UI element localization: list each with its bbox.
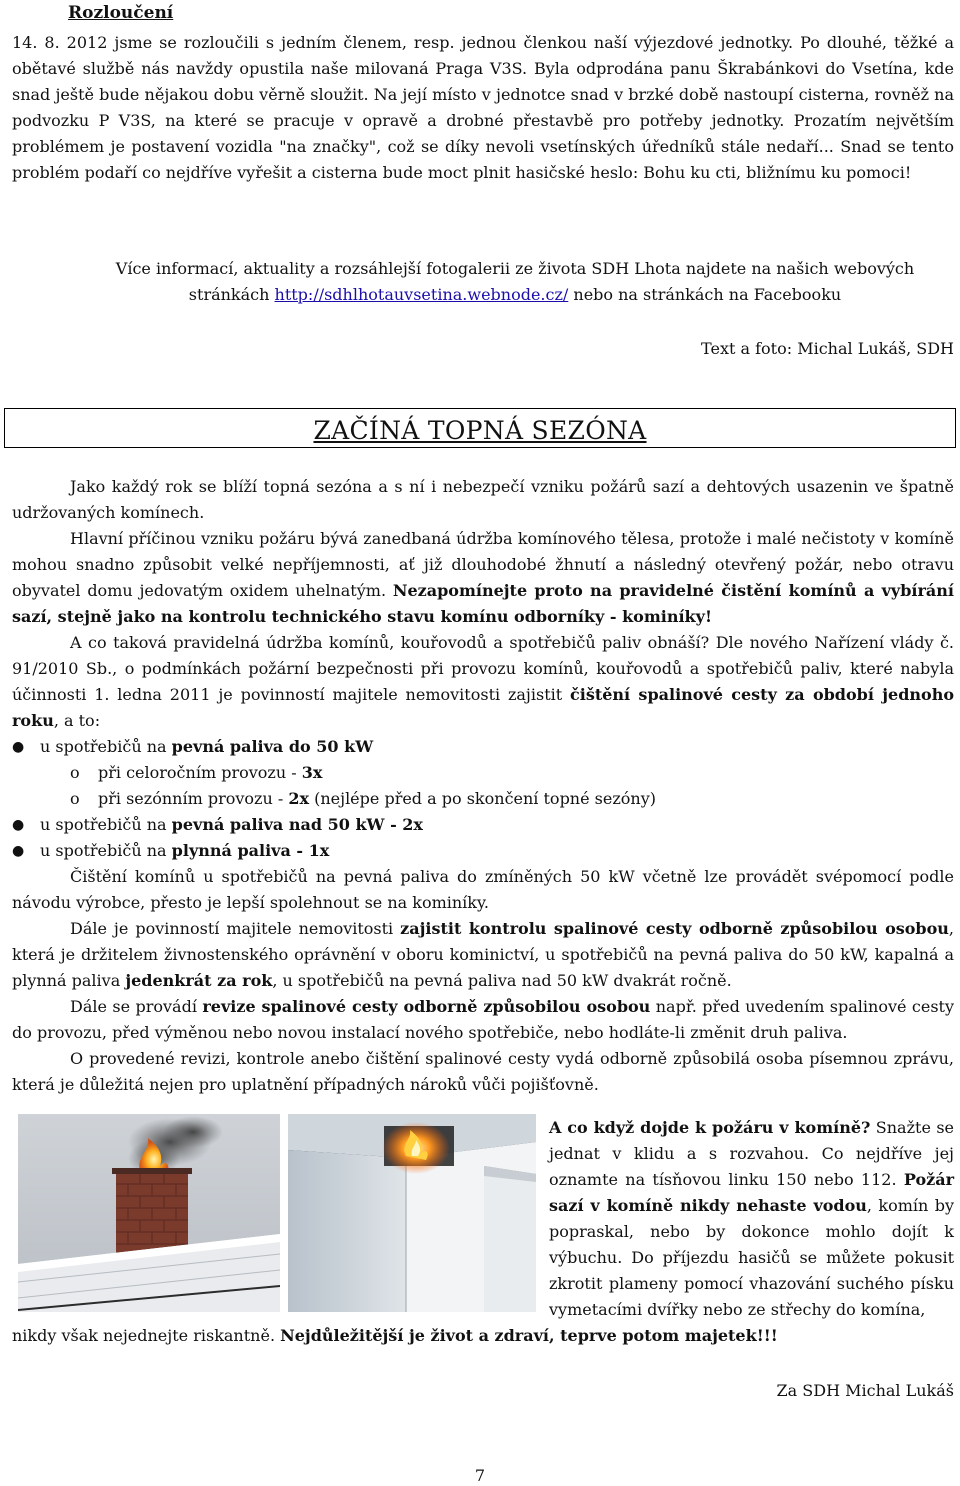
sub-list-item bbox=[12, 760, 954, 786]
signature: Za SDH Michal Lukáš bbox=[776, 1381, 954, 1400]
text-regulation-end: , a to: bbox=[53, 711, 101, 730]
list-text: u spotřebičů na bbox=[40, 841, 172, 860]
sub-list-text-bold: 2x bbox=[288, 789, 309, 808]
text-life-first: Nejdůležitější je život a zdraví, teprve potom majetek!!! bbox=[280, 1326, 778, 1345]
info-text: Více informací, aktuality a rozsáhlejší fotogalerii ze života SDH Lhota najdete na našich webových stránkách bbox=[115, 259, 915, 304]
page-number: 7 bbox=[474, 1466, 486, 1485]
section-heading-heating-season: ZAČÍNÁ TOPNÁ SEZÓNA bbox=[313, 416, 647, 445]
chimney-fire-advice bbox=[549, 1115, 954, 1323]
text-no-water-warning: Požár sazí v komíně nikdy nehaste vodou bbox=[549, 1170, 954, 1215]
text-inspection: Dále je povinností majitele nemovitosti bbox=[70, 919, 401, 938]
list-text: u spotřebičů na bbox=[40, 737, 172, 756]
list-text-bold: pevná paliva do 50 kW bbox=[171, 737, 374, 756]
text-inspection-mid: , která je držitelem živnostenského oprávnění v oboru kominictví, u spotřebičů na pevná paliva do 50 kW, kapalná a plynná paliva bbox=[12, 919, 955, 990]
heating-season-body bbox=[12, 474, 954, 1098]
text-cleaning-period: čištění spalinové cesty za období jednoho roku bbox=[12, 685, 955, 730]
list-text: u spotřebičů na bbox=[40, 815, 172, 834]
list-text-bold: plynná paliva - 1x bbox=[171, 841, 330, 860]
section-title-farewell: Rozloučení bbox=[68, 3, 174, 23]
info-paragraph bbox=[100, 256, 930, 308]
sub-bullet-icon: o bbox=[70, 789, 80, 808]
list-item bbox=[12, 838, 954, 864]
text-once-a-year: jedenkrát za rok bbox=[125, 971, 273, 990]
text-reminder: Nezapomínejte proto na pravidelné čistění komínů a vybírání sazí, stejně jako na kontrolu technického stavu komínu odborníky - kominíky! bbox=[12, 581, 954, 626]
bullet-icon: ● bbox=[12, 843, 25, 859]
list-item bbox=[12, 812, 954, 838]
paragraph-causes bbox=[12, 526, 954, 630]
bullet-icon: ● bbox=[12, 739, 25, 755]
text-fire-advice: Snažte se jednat v klidu a s rozvahou. Co nejdříve jej oznamte na tísňovou linku 150 nebo 112. bbox=[549, 1118, 954, 1189]
chimney-fire-illustration bbox=[18, 1114, 280, 1312]
sub-list-text: při celoročním provozu - bbox=[98, 763, 302, 782]
sub-list-text-bold: 3x bbox=[301, 763, 323, 782]
info-text-end: nebo na stránkách na Facebooku bbox=[568, 285, 842, 304]
paragraph-revision bbox=[12, 994, 954, 1046]
website-link[interactable]: http://sdhlhotauvsetina.webnode.cz/ bbox=[274, 285, 569, 304]
text-causes: Hlavní příčinou vzniku požáru bývá zanedbaná údržba komínového tělesa, protože i malé nečistoty v komíně mohou snadno způsobit velké nepříjemnosti, ať již dlouhodobé žhnutí a následný otevřený požár, nebo otravu obyvatel domu jedovatým oxidem uhelnatým. bbox=[12, 529, 954, 600]
text-revision-end: např. před uvedením spalinové cesty do provozu, před výměnou nebo novou instalací nového spotřebiče, nebo hodláte-li změnit druh paliva. bbox=[12, 997, 955, 1042]
ceiling-fire-illustration bbox=[288, 1114, 536, 1312]
sub-bullet-icon: o bbox=[70, 763, 80, 782]
text-revision-bold: revize spalinové cesty odborně způsobilou osobou bbox=[202, 997, 651, 1016]
text-fire-question: A co když dojde k požáru v komíně? bbox=[549, 1118, 871, 1137]
paragraph-regulation bbox=[12, 630, 954, 734]
photo-ceiling-fire bbox=[288, 1114, 536, 1312]
paragraph-self-cleaning: Čištění komínů u spotřebičů na pevná paliva do zmíněných 50 kW včetně lze provádět svépomocí podle návodu výrobce, přesto je lepší spolehnout se na kominíky. bbox=[12, 867, 954, 912]
paragraph-intro: Jako každý rok se blíží topná sezóna a s ní i nebezpečí vzniku požárů sazí a dehtových usazenin ve špatně udržovaných komínech. bbox=[12, 477, 954, 522]
chimney-fire-advice-tail bbox=[12, 1323, 954, 1349]
sub-list-text: při sezónním provozu - bbox=[98, 789, 289, 808]
text-fire-advice-end: , komín by popraskal, nebo by dokonce mohlo dojít k výbuchu. Do příjezdu hasičů se můžete pokusit zkrotit plameny pomocí vhazování suchého písku vymetacími dvířky nebo ze střechy do komína, bbox=[549, 1196, 954, 1319]
list-item bbox=[12, 734, 954, 760]
photo-credit: Text a foto: Michal Lukáš, SDH bbox=[701, 339, 954, 358]
text-inspection-bold: zajistit kontrolu spalinové cesty odborně způsobilou osobou bbox=[400, 919, 949, 938]
bullet-icon: ● bbox=[12, 817, 25, 833]
photo-chimney-fire bbox=[18, 1114, 280, 1312]
text-inspection-end: , u spotřebičů na pevná paliva nad 50 kW dvakrát ročně. bbox=[272, 971, 732, 990]
sub-list-text-end: (nejlépe před a po skončení topné sezóny) bbox=[309, 789, 656, 808]
farewell-paragraph: 14. 8. 2012 jsme se rozloučili s jedním členem, resp. jednou členkou naší výjezdové jednotky. Po dlouhé, těžké a obětavé službě nás navždy opustila naše milovaná Praga V3S. Byla odprodána panu Škrabánkovi do Vsetína, kde snad ještě bude nějakou dobu věrně sloužit. Na její místo v jednotce snad v brzké době nastoupí cisterna, rovněž na podvozku P V3S, na které se pracuje v opravě a drobné přestavbě pro potřeby jednotky. Prozatím největším problémem je postavení vozidla "na značky", což se díky nevoli vsetínských úředníků stále nedaří... Snad se tento problém podaří co nejdříve vyřešit a cisterna bude moct plnit hasičské heslo: Bohu ku cti, bližnímu ku pomoci! bbox=[12, 33, 954, 182]
paragraph-inspection bbox=[12, 916, 954, 994]
text-revision: Dále se provádí bbox=[70, 997, 203, 1016]
text-regulation: A co taková pravidelná údržba komínů, kouřovodů a spotřebičů paliv obnáší? Dle nového Nařízení vlády č. 91/2010 Sb., o podmínkách požární bezpečnosti při provozu komínů, kouřovodů a spotřebičů paliv, které nabyla účinnosti 1. ledna 2011 je povinností majitele nemovitosti zajistit bbox=[12, 633, 954, 704]
paragraph-report: O provedené revizi, kontrole anebo čištění spalinové cesty vydá odborně způsobilá osoba písemnou zprávu, která je důležitá nejen pro uplatnění případných nároků vůči pojišťovně. bbox=[12, 1049, 954, 1094]
list-text-bold: pevná paliva nad 50 kW - 2x bbox=[171, 815, 423, 834]
sub-list-item bbox=[12, 786, 954, 812]
text-no-risk: nikdy však nejednejte riskantně. bbox=[12, 1326, 281, 1345]
